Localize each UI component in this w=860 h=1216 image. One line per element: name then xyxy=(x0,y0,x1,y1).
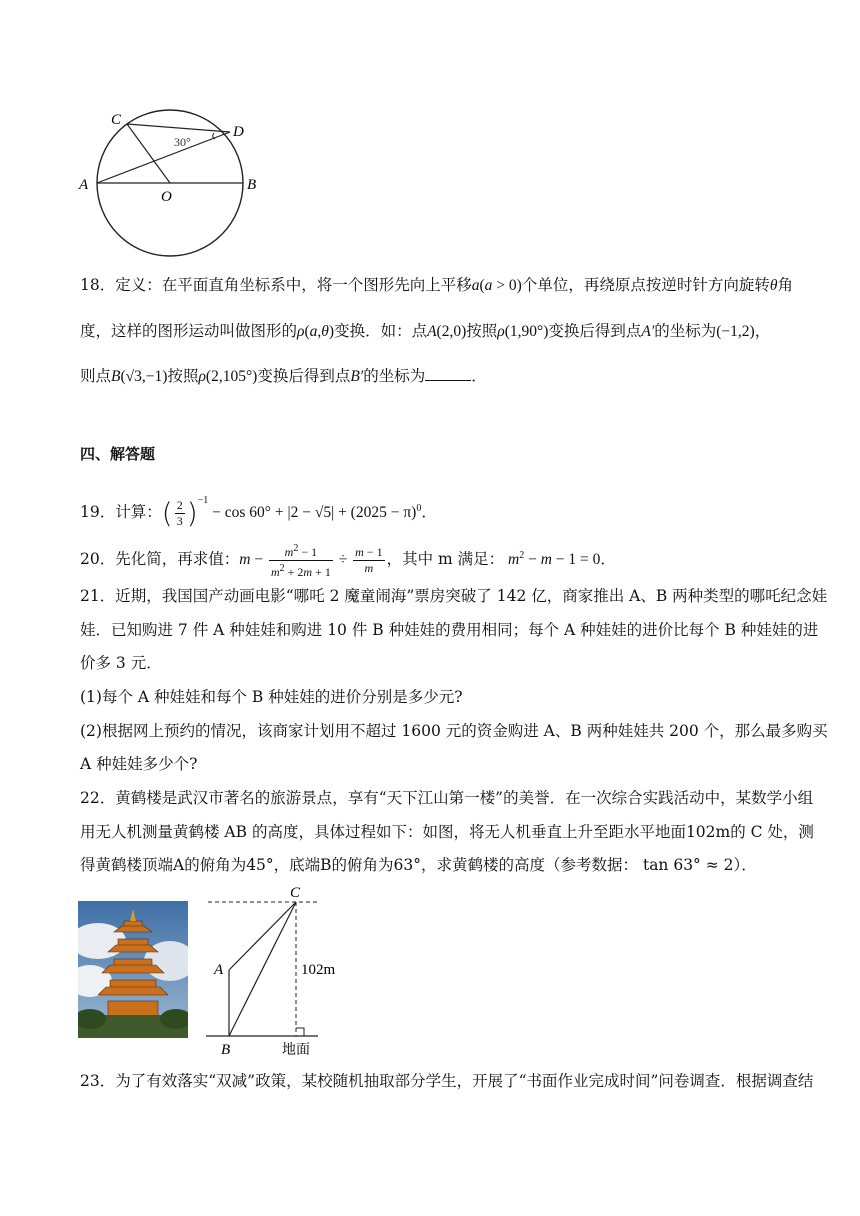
q18-text: 的坐标为 xyxy=(363,367,426,385)
q22-line3: 得黄鹤楼顶端A的俯角为45°，底端B的俯角为63°，求黄鹤楼的高度（参考数据： tan 63° ≈ 2）． xyxy=(80,856,757,874)
q18-text: 变换后得到点 xyxy=(548,322,642,340)
label-O: O xyxy=(161,189,172,205)
q21-part1: (1)每个 A 种娃娃和每个 B 种娃娃的进价分别是多少元? xyxy=(80,688,463,706)
q21-line2: 娃．已知购进 7 件 A 种娃娃和购进 10 件 B 种娃娃的费用相同；每个 A 种娃娃的进价比每个 B 种娃娃的进 xyxy=(80,621,819,639)
q19-text: 计算： xyxy=(115,503,162,521)
q18-line2: 度，这样的图形运动叫做图形的ρ(a,θ)变换．如：点A(2,0)按照ρ(1,90°)变换后得到点A′的坐标为(−1,2)， xyxy=(80,322,771,340)
sight-line-CA xyxy=(229,902,296,970)
angle-label: 30° xyxy=(174,135,191,149)
q20-line: 20．先化简，再求值：m − $\frac{m^2 - 1}{m^2 + 2m + 1}$ ÷ $\frac{m - 1}{m}$ ，其中 m 满足： $m^2 - m - 1 = 0$． xyxy=(80,543,616,580)
chord-AD xyxy=(97,132,230,183)
q20-text: 先化简，再求值： xyxy=(115,550,240,569)
q19-number: 19． xyxy=(80,503,116,521)
q18-text: 度，这样的图形运动叫做图形的 xyxy=(80,322,298,340)
tower-geometry-figure xyxy=(200,884,360,1060)
label-B: B xyxy=(247,177,257,193)
q18-line1: 18．定义：在平面直角坐标系中，将一个图形先向上平移a(a > 0)个单位，再绕原点按逆时针方向旋转θ角 xyxy=(80,276,793,294)
label-C: C xyxy=(290,885,301,901)
yellow-crane-tower-photo xyxy=(78,901,188,1038)
section-title: 四、解答题 xyxy=(80,445,156,463)
label-A: A xyxy=(214,962,224,978)
q18-text: 定义：在平面直角坐标系中，将一个图形先向上平移 xyxy=(115,276,472,294)
q21-part2-line2: A 种娃娃多少个? xyxy=(80,755,198,773)
q18-text: 变换．如：点 xyxy=(334,322,428,340)
q20-number: 20． xyxy=(80,550,116,569)
q21-part2-line1: (2)根据网上预约的情况，该商家计划用不超过 1600 元的资金购进 A、B 两种娃娃共 200 个，那么最多购买 xyxy=(80,722,828,740)
q18-number: 18． xyxy=(80,276,116,294)
q22-line1: 22．黄鹤楼是武汉市著名的旅游景点，享有“天下江山第一楼”的美誉．在一次综合实践活动中，某数学小组 xyxy=(80,789,814,807)
sight-line-CB xyxy=(229,902,296,1036)
q18-text: 的坐标为 xyxy=(654,322,717,340)
q22-line2: 用无人机测量黄鹤楼 AB 的高度，具体过程如下：如图，将无人机垂直上升至距水平地面102m的 C 处，测 xyxy=(80,823,814,841)
q20-condition: ，其中 m 满足： xyxy=(386,550,505,569)
q19-line: 19．计算：( $\frac{2}{3}$ )$^{-1} - \cos 60^\circ + |2 - √5| + (2025 - \pi)^0$． xyxy=(80,495,437,530)
q18-line3: 则点B(√3,−1)按照ρ(2,105°)变换后得到点B′的坐标为 ． xyxy=(80,367,487,385)
height-label: 102m xyxy=(301,962,336,978)
answer-blank xyxy=(425,366,471,381)
label-A: A xyxy=(79,177,89,193)
label-B: B xyxy=(221,1042,231,1058)
q18-text: 按照 xyxy=(167,367,199,385)
q18-text: 则点 xyxy=(80,367,112,385)
q18-text: 角 xyxy=(777,276,793,294)
q18-text: 个单位，再绕原点按逆时针方向旋转 xyxy=(521,276,770,294)
ground-label: 地面 xyxy=(282,1042,310,1058)
circle-figure xyxy=(75,108,275,258)
q23-line1: 23．为了有效落实“双减”政策，某校随机抽取部分学生，开展了“书面作业完成时间”问卷调查．根据调查结 xyxy=(80,1072,814,1090)
segment-CO xyxy=(127,124,170,183)
q18-text: 变换后得到点 xyxy=(257,367,351,385)
q18-text: ． xyxy=(471,367,487,385)
label-D: D xyxy=(233,124,244,140)
label-C: C xyxy=(111,112,122,128)
right-angle-mark xyxy=(296,1028,304,1036)
q21-line1: 21．近期，我国国产动画电影“哪吒 2 魔童闹海”票房突破了 142 亿，商家推出 A、B 两种类型的哪吒纪念娃 xyxy=(80,587,828,605)
q21-line3: 价多 3 元． xyxy=(80,654,162,672)
q18-text: 按照 xyxy=(466,322,498,340)
